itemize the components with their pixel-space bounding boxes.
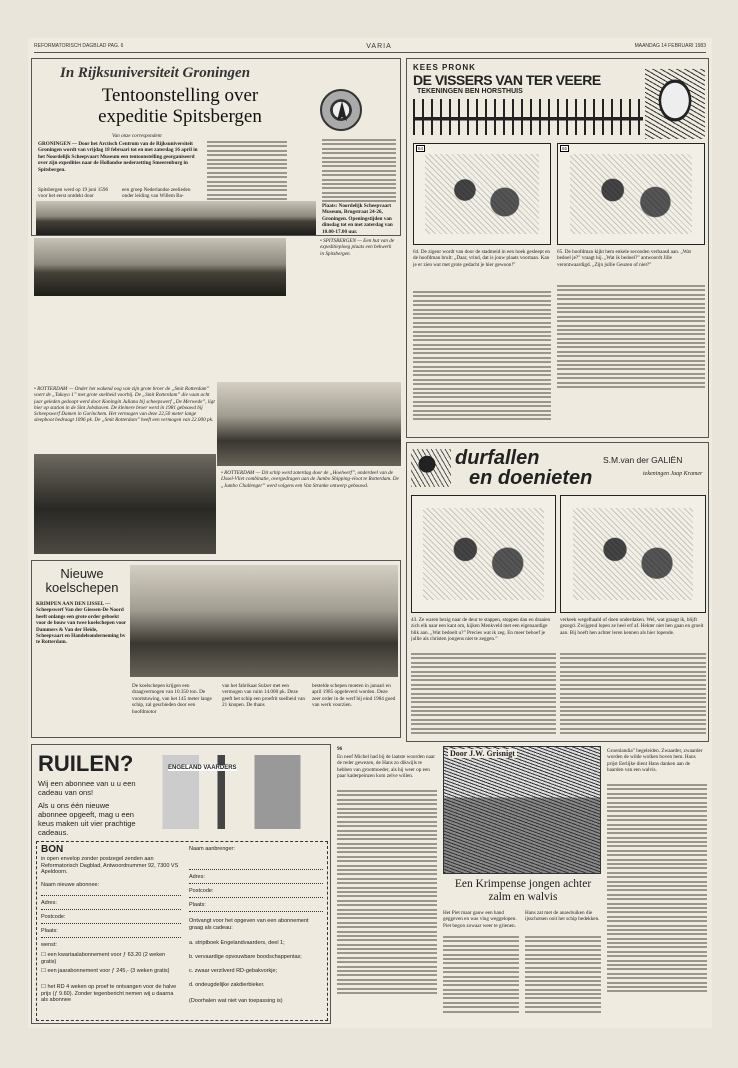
expo-logo [320,89,362,131]
walvis-col-2: Het Piet maar gauw een hand geggeven en was vlug weggelopen. Piet begon zowaar weer te grienen. [443,910,517,929]
expo-headline: Tentoonstelling over expeditie Spitsbergen [98,85,262,127]
durfallen-logo-drawing [411,449,451,487]
bon-option-1[interactable]: ☐ een kwartaalabonnement voor ƒ 63.20 (2 weken gratis) [41,952,166,965]
koel-headline: Nieuwe koelschepen [45,566,119,595]
ruilen-intro-1: Wij een abonnee van u u een cadeau van ons! [38,779,136,797]
bon-option-3[interactable]: ☐ het RD 4 weken op proef te ontvangen voor de halve prijs (ƒ 9.60). Zonder tegenbericht nemen wij u daarna als abonnee [41,984,177,1003]
vissers-panel-1 [413,143,551,245]
vissers-text-2: 65. De hoofdman kijkt hem enkele seconden verbaasd aan. „Wat bedoel je?” vraagt hij. „Wat ik bedoel?” antwoordt Jille verontwaardigd. „Zijn jullie Geuzen of niet?” [557,249,691,268]
bon-field-plaats [41,928,181,938]
header-section: VARIA [366,42,392,50]
panel-drawing [570,154,693,234]
bon-field-adres [41,900,181,910]
vissers-author: KEES PRONK [413,63,476,72]
newspaper-page [28,38,712,1028]
durfallen-author: S.M.van der GALIËN [603,455,683,465]
field-label: Naam aanbrenger: [189,846,235,852]
gift-b: b. vervaardige opvouwbare boodschappentas; [189,954,302,960]
rotterdam-caption-1: • ROTTERDAM — Onder het wakend oog van zijn grote broer de „Smit Rotterdam” voert de „Takoyo 1” met grote snelheid voorbij. De „Smit Rotterdam” die vaan acht jaar geleden gedoopt werd door Koningin Juliana bij scheepswerf „De Merwede”, ligt hier op station in de Sint Jobshaven. De kleinere broer werd in 1981 gebouwd bij Scheepswerf Damen in Gorinchem. Het vermogen van deze 22,50 meter lange sleepboot bedraagt 1096 pk. De „Smit Rotterdam” heeft een vermogen van 22.000 pk. [34,386,215,424]
gift-c: c. zwaar verzilverd RD-gebakvorkje; [189,968,278,974]
gifts-illustration [144,755,328,829]
field-label: Adres: [41,900,57,906]
koel-col2: van het fabrikaat Sulzer met een vermogen van ruim 14.000 pk. Deze geeft het schip een proefrit snelheid van 21 knopen. De thans [222,683,305,709]
vissers-text-1-more [413,291,551,423]
sleepboot-photo [217,382,401,466]
spitsbergen-landscape [34,238,286,296]
koel-article [31,560,401,738]
expo-lead: GRONINGEN — Door het Arctisch Centrum van de Rijksuniversiteit Groningen wordt van vrijdag 18 februari tot en met zaterdag 16 april in het Noordelijk Scheepvaart Museum een tentoonstelling georganiseerd over zijn expedities naar de Hollandse nederzetting Smeerenburg in Spitsbergen. [38,141,198,173]
expo-column-3 [322,139,396,205]
bon-field-postcode [41,914,181,924]
bon-text: in open envelop zonder postzegel zenden aan Reformatorisch Dagblad, Antwoordnummer 92, 7300 VS Apeldoorn. [41,856,179,875]
expo-article [31,58,401,236]
option-label: een jaarabonnement voor ƒ 245,- (3 weken gratis) [47,968,170,974]
vissers-strip [406,58,709,438]
right-field-adres [189,874,323,884]
walvis-col-1: En neef Michel had bij de laatste woorden naar de reder gewezen, de Hans zo dikwijls te hebben van grootmoeder, als hij weer op een paar kaderpeinzen kom zelve willen. [337,754,435,780]
bon-field-wenst: wenst: [41,942,57,948]
durfallen-panel-1 [411,495,556,613]
durfallen-title-2: en doenieten [469,467,593,489]
bon-option-2[interactable]: ☐ een jaarabonnement voor ƒ 245,- (3 weken gratis) [41,968,170,974]
expo-kicker: In Rijksuniversiteit Groningen [60,65,251,81]
durfallen-strip [406,442,709,742]
rotterdam-caption-2: • ROTTERDAM — Dit schip werd zaterdag door de „Hoelwerf”, onderdeel van de IJssel-Vliet combinatie, overgedragen aan de Jumbo Shipping-vloot te Rotterdam. De „Jumbo Challenger” werd volgens een Van Stranke ontwerp gebouwd. [221,470,399,489]
vissers-subtitle: TEKENINGEN BEN HORSTHUIS [417,88,523,95]
panel-drawing [573,508,694,601]
ruilen-ad [31,744,331,1024]
ruilen-title: RUILEN? [38,751,134,776]
field-label: Postcode: [189,888,214,894]
coupon [36,841,328,1021]
panel-number: 64 [418,146,424,151]
expo-info: Plaats: Noordelijk Scheepvaart Museum, Brugstraat 24-26, Groningen. Openingstijden van dinsdag tot en met zaterdag van 10.00-17.00 uur. [322,203,393,233]
vissers-text-1: 64. De zigeur wordt van door de stadmeid in een hoek gesleept en de hoofdman brult: „Daar, vrind, dat is jouw plaats voortaan. Kan je er zien wat met grote gedacht je hier gewoon!” [413,249,550,268]
expo-byline: Van onze correspondent [112,133,162,139]
durfallen-panel-2 [560,495,706,613]
header-left: REFORMATORISCH DAGBLAD PAG. 6 [34,43,124,49]
promo-label: ENGELAND VAARDERS [168,765,237,771]
option-label: het RD 4 weken op proef te ontvangen voor de halve prijs (ƒ 9.60). Zonder tegenbericht nemen wij u daarna als abonnee [41,984,177,1003]
vissers-portrait [645,69,705,139]
right-field-naam [189,846,323,870]
durfallen-text-2: verkeek wegelhaald of doen onderdaken. Wel, wat graagt ik, blijft gezegd. Zwijgend lopen ze heel erf af. Hekter niet hen gaan en groeit aan. Bij hoeft hen achter leren kennen als hier lopende. [560,617,704,636]
jumbo-ship-photo [34,454,216,554]
durfallen-text-1-more [411,653,556,736]
walvis-num: 96 [337,746,343,752]
gift-a: a. striptboek Engelandvaarders, deel 1; [189,940,285,946]
field-label: Postcode: [41,914,66,920]
durfallen-tag: tekeningen Jaap Kramer [643,471,703,477]
field-label: Plaats: [41,928,58,934]
rotterdam-article [31,238,401,558]
gift-d: d. ondeugdelijke zakdierbieker. [189,982,265,988]
spitsbergen-photo [36,201,316,235]
right-text: Ontvangt voor het opgeven van een abonnement graag als cadeau: [189,918,309,931]
durfallen-text-2-more [560,653,706,736]
header-rule [34,52,706,53]
vissers-text-2-more [557,285,705,390]
panel-number: 65 [562,146,568,151]
compass-icon [337,101,347,121]
walvis-illustration [443,746,601,874]
right-field-plaats [189,902,323,912]
durfallen-text-1: 43. Ze waren bezig naar de deur te stappen, stoppen dan en draaien zich elk naar een kant om, kijken Menkveld met een eigenaardige blik aan. „Wat bedoelt u?” Precies wat ik zeg. En meer behoef je jullie als christen jongens niet te zeggen.” [411,617,551,643]
walvis-title: Een Krimpense jongen achter zalm en walvis [454,878,592,903]
expo-caption: • SPITSBERGEN — Een hut van de expeditieploeg plaats een bekwerk in Spitsbergen. [320,238,395,257]
expo-p2-right: een groep Nederlandse zeelieden onder leiding van Willem Ba- [122,187,191,200]
right-field-postcode [189,888,323,898]
panel-drawing [423,508,543,601]
walvis-col-2-more [443,936,519,1015]
koelschip-photo [130,565,398,677]
ruilen-intro-2: Als u ons één nieuwe abonnee opgeeft, mag u een keus maken uit vier prachtige cadeaus. [38,801,136,837]
field-label: Adres: [189,874,205,880]
vissers-panel-2 [557,143,705,245]
gift-note: (Doorhalen wat niet van toepassing is) [189,998,283,1004]
walvis-article [335,744,709,1024]
walvis-col-1-more [337,790,437,996]
koel-col3: bestelde schepen moeten in januari en april 1985 opgeleverd worden. Deze zeer order in de werf bij eind 1984 goed van werk voorzien. [312,683,396,709]
walvis-col-3-more [525,936,601,1015]
koel-lead: KRIMPEN AAN DEN IJSSEL — Scheepswerf Van der Giessen-De Noord heeft onlangs een grote order geboekt voor de bouw van twee koelschepen voor Dammers & Van der Heide, Scheepvaart en Handelsonderneming bv te Rotterdam. [36,601,126,646]
panel-drawing [425,154,539,234]
vissers-skyline [413,99,643,135]
header-right: MAANDAG 14 FEBRUARI 1983 [634,43,706,49]
walvis-col-3: Hans zat met de anawbuiken die ijsschotsen ooit het schip bedekken. [525,910,600,923]
koel-caption: De koelschepen krijgen een draagvermogen van 10.350 ton. De voortstuwing, van het 145 meter lange schip, zal geschieden door een hoofdmotor [132,683,212,715]
bon-field-naam [41,882,181,896]
walvis-col-4: Groenlandia” begeleiden. Zwaarder, zwaarder worden de wilde wolken boven hem. Hans prijst Eerlijke dient Hans danken aan de haarden van een walvis. [607,748,703,774]
durfallen-title-1: durfallen [455,447,540,469]
walvis-col-4-more [607,784,707,995]
walvis-author: Door J.W. Grisnigt [450,749,515,758]
vissers-title: DE VISSERS VAN TER VEERE [413,72,601,88]
field-label: Plaats: [189,902,206,908]
expo-p2-left: Spitsbergen werd op 19 juni 1596 voor het eerst ontdekt door [38,187,109,200]
field-label: Naam nieuwe abonnee: [41,882,100,888]
page-header [34,41,706,51]
option-label: een kwartaalabonnement voor ƒ 63.20 (2 weken gratis) [41,952,166,965]
bon-title: BON [41,844,64,855]
